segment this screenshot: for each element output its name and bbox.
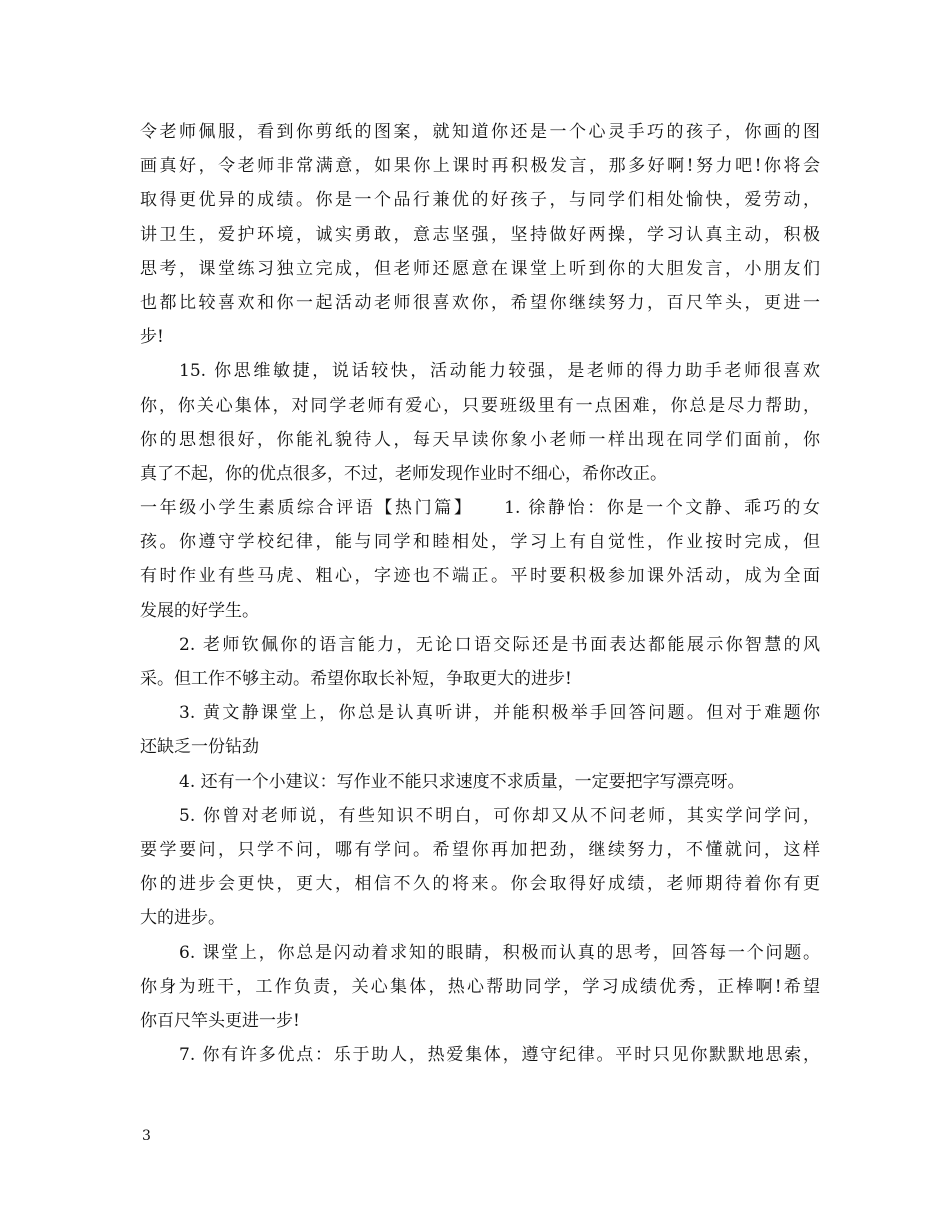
text-line: 你，你关心集体，对同学老师有爱心，只要班级里有一点困难，你总是尽力帮助， (140, 395, 820, 416)
text-line: 你的思想很好，你能礼貌待人，每天早读你象小老师一样出现在同学们面前，你 (140, 429, 820, 450)
text-line: 采。但工作不够主动。希望你取长补短，争取更大的进步! (140, 669, 572, 689)
text-line: 取得更优异的成绩。你是一个品行兼优的好孩子，与同学们相处愉快，爱劳动， (140, 190, 820, 211)
text-line: 你的进步会更快，更大，相信不久的将来。你会取得好成绩，老师期待着你有更 (140, 874, 820, 895)
text-line: 15. 你思维敏捷，说话较快，活动能力较强，是老师的得力助手老师很喜欢 (179, 361, 820, 382)
text-line: 还缺乏一份钻劲 (140, 737, 259, 758)
text-line: 大的进步。 (140, 908, 225, 929)
text-line: 有时作业有些马虎、粗心，字迹也不端正。平时要积极参加课外活动，成为全面 (140, 566, 820, 587)
text-line: 7. 你有许多优点：乐于助人，热爱集体，遵守纪律。平时只见你默默地思索， (179, 1045, 820, 1066)
text-line: 孩。你遵守学校纪律，能与同学和睦相处，学习上有自觉性，作业按时完成，但 (140, 532, 820, 553)
text-line: 令老师佩服，看到你剪纸的图案，就知道你还是一个心灵手巧的孩子，你画的图 (140, 122, 820, 142)
text-line: 6. 课堂上，你总是闪动着求知的眼睛，积极而认真的思考，回答每一个问题。 (179, 942, 820, 963)
text-line: 你身为班干，工作负责，关心集体，热心帮助同学，学习成绩优秀，正棒啊!希望 (140, 976, 820, 997)
page-number: 3 (142, 1128, 151, 1144)
text-line: 5. 你曾对老师说，有些知识不明白，可你却又从不问老师，其实学问学问， (179, 805, 820, 826)
text-line: 一年级小学生素质综合评语【热门篇】 1. 徐静怡：你是一个文静、乖巧的女 (140, 498, 820, 519)
document-body (140, 115, 820, 1072)
text-line: 发展的好学生。 (140, 600, 259, 621)
text-line: 画真好，令老师非常满意，如果你上课时再积极发言，那多好啊!努力吧!你将会 (140, 156, 820, 177)
text-line: 真了不起，你的优点很多，不过，老师发现作业时不细心，希你改正。 (140, 463, 667, 484)
text-line: 3. 黄文静课堂上，你总是认真听讲，并能积极举手回答问题。但对于难题你 (179, 703, 820, 724)
text-line: 讲卫生，爱护环境，诚实勇敢，意志坚强，坚持做好两操，学习认真主动，积极 (140, 224, 820, 245)
text-line: 也都比较喜欢和你一起活动老师很喜欢你，希望你继续努力，百尺竿头，更进一 (140, 292, 820, 313)
text-line: 4. 还有一个小建议：写作业不能只求速度不求质量，一定要把字写漂亮呀。 (179, 771, 745, 792)
text-line: 你百尺竿头更进一步! (140, 1010, 300, 1031)
text-line: 步! (140, 327, 164, 348)
text-line: 2. 老师钦佩你的语言能力，无论口语交际还是书面表达都能展示你智慧的风 (179, 634, 820, 655)
text-line: 思考，课堂练习独立完成，但老师还愿意在课堂上听到你的大胆发言，小朋友们 (140, 258, 820, 279)
text-line: 要学要问，只学不问，哪有学问。希望你再加把劲，继续努力，不懂就问，这样 (140, 839, 820, 860)
